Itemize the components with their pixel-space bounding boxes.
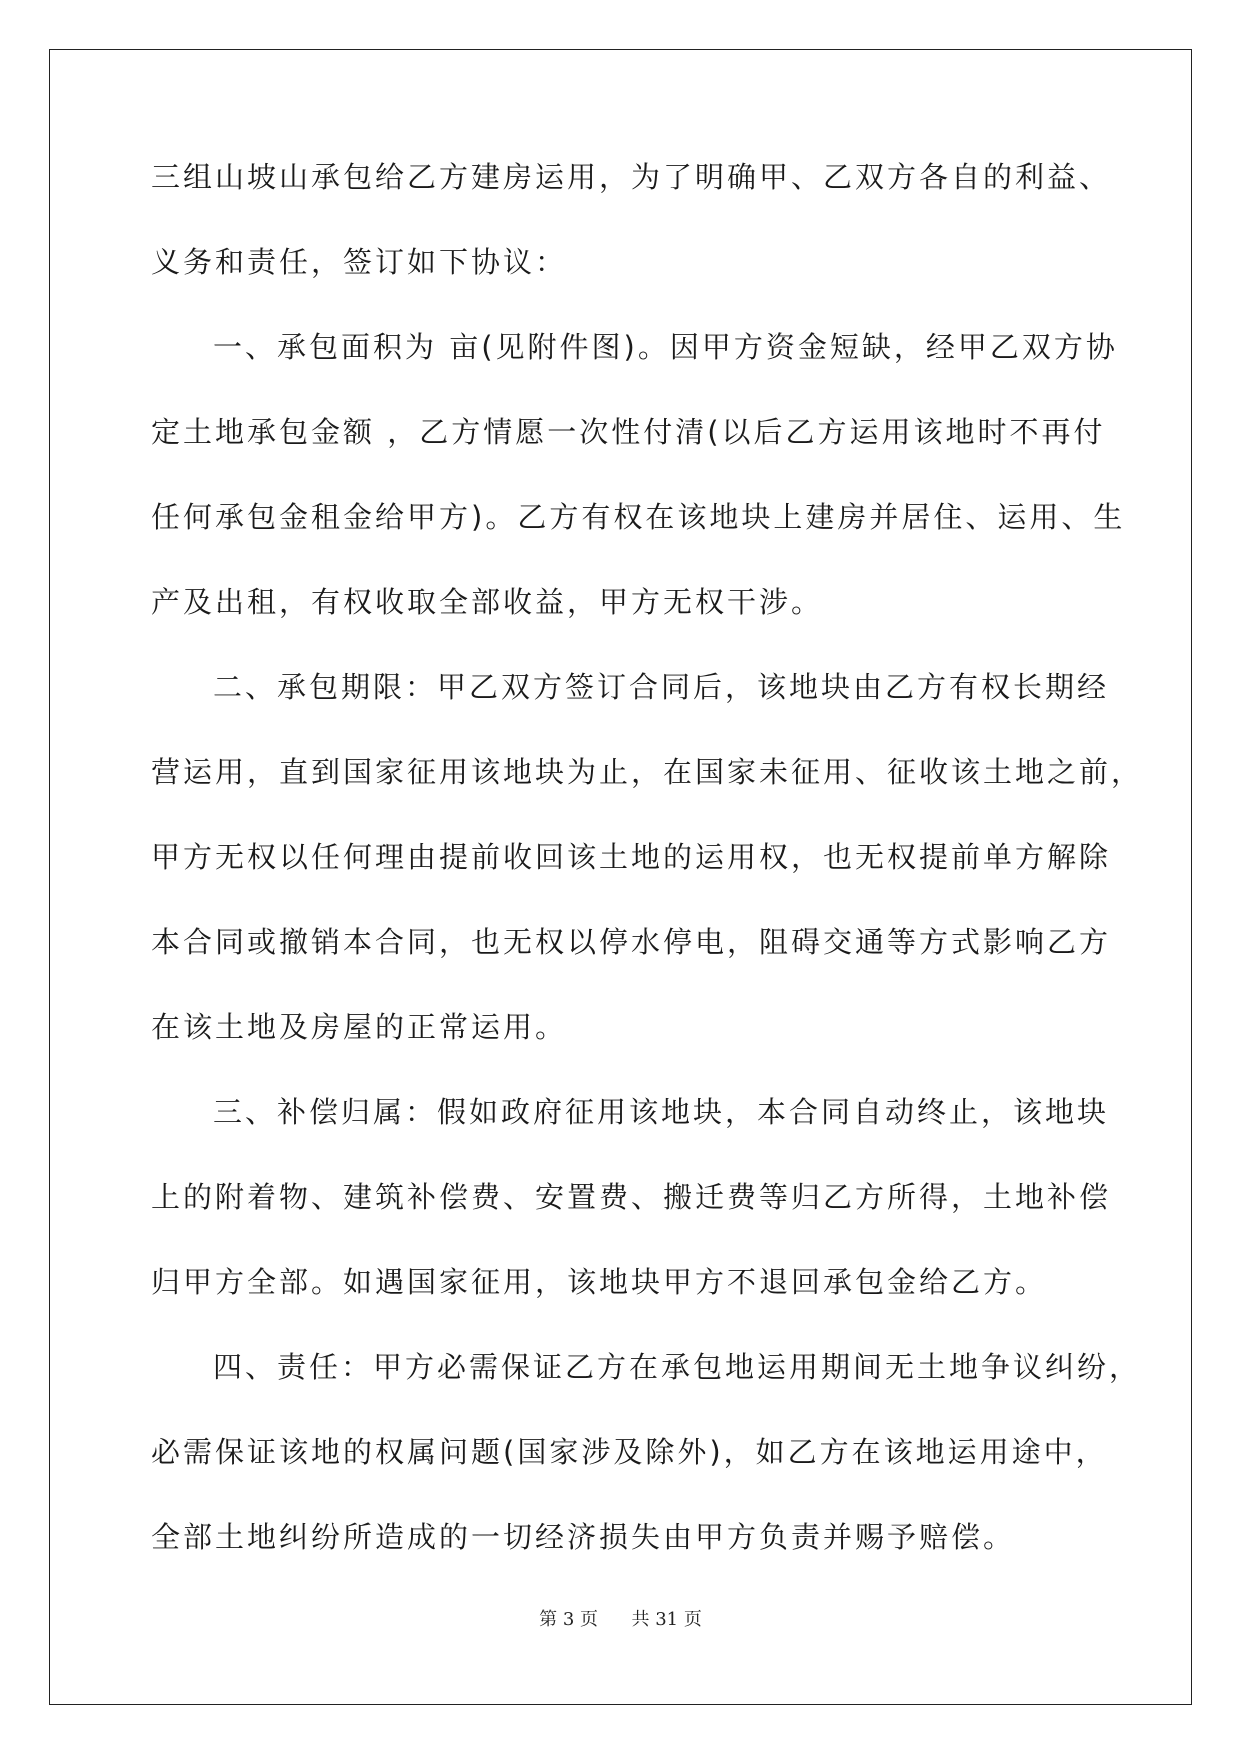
text-line: 本合同或撤销本合同，也无权以停水停电，阻碍交通等方式影响乙方 xyxy=(151,925,1112,959)
text-line: 四、责任：甲方必需保证乙方在承包地运用期间无土地争议纠纷， xyxy=(213,1350,1142,1384)
text-line: 营运用，直到国家征用该地块为止，在国家未征用、征收该土地之前， xyxy=(151,755,1144,789)
text-line: 二、承包期限：甲乙双方签订合同后，该地块由乙方有权长期经 xyxy=(213,670,1110,704)
page-number: 第 3 页 xyxy=(539,1609,599,1630)
text-line: 义务和责任，签订如下协议： xyxy=(151,245,568,279)
text-line: 上的附着物、建筑补偿费、安置费、搬迁费等归乙方所得，土地补偿 xyxy=(151,1180,1112,1214)
document-body xyxy=(151,158,1144,1603)
text-line: 产及出租，有权收取全部收益，甲方无权干涉。 xyxy=(151,585,824,619)
text-line: 任何承包金租金给甲方)。乙方有权在该地块上建房并居住、运用、生 xyxy=(151,500,1126,534)
text-line: 在该土地及房屋的正常运用。 xyxy=(151,1010,568,1044)
text-line: 定土地承包金额 ，乙方情愿一次性付清(以后乙方运用该地时不再付 xyxy=(151,415,1106,449)
text-line: 三、补偿归属：假如政府征用该地块，本合同自动终止，该地块 xyxy=(213,1095,1110,1129)
text-line: 归甲方全部。如遇国家征用，该地块甲方不退回承包金给乙方。 xyxy=(151,1265,1048,1299)
text-line: 全部土地纠纷所造成的一切经济损失由甲方负责并赐予赔偿。 xyxy=(151,1520,1016,1554)
text-line: 一、承包面积为 亩(见附件图)。因甲方资金短缺，经甲乙双方协 xyxy=(213,330,1118,364)
total-pages: 共 31 页 xyxy=(631,1609,702,1630)
text-line: 三组山坡山承包给乙方建房运用，为了明确甲、乙双方各自的利益、 xyxy=(151,160,1112,194)
page-footer xyxy=(0,1609,1241,1631)
text-line: 必需保证该地的权属问题(国家涉及除外)，如乙方在该地运用途中， xyxy=(151,1435,1108,1469)
text-line: 甲方无权以任何理由提前收回该土地的运用权，也无权提前单方解除 xyxy=(151,840,1112,874)
